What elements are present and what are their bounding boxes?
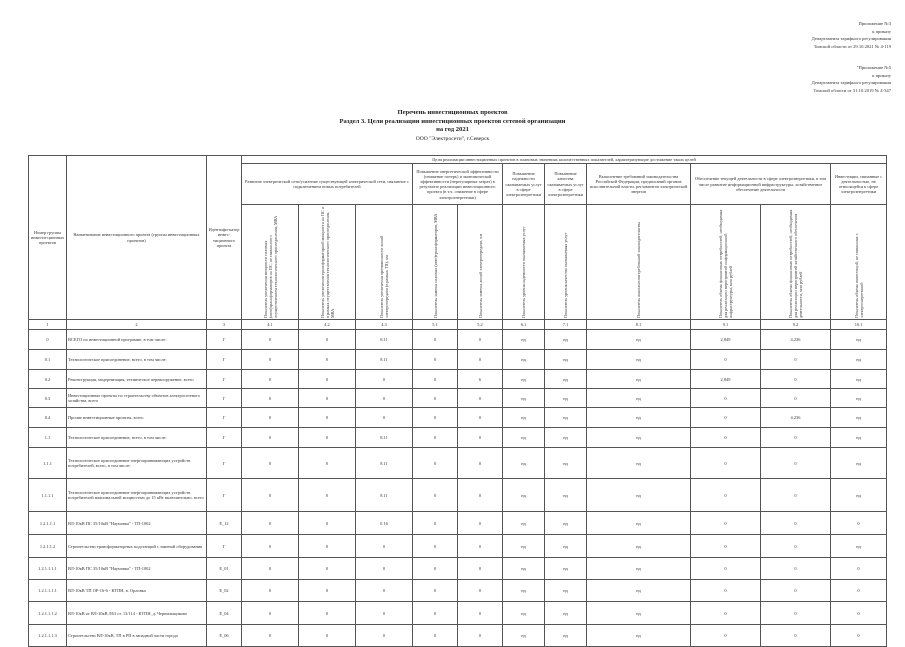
table-cell: нд xyxy=(587,330,691,350)
investment-table xyxy=(28,155,887,647)
table-cell: 0 xyxy=(458,512,503,535)
table-cell: 0 xyxy=(691,408,761,428)
table-cell: 4,236 xyxy=(761,330,831,350)
table-cell: 0 xyxy=(413,512,458,535)
table-cell: 0 xyxy=(356,389,413,408)
header-vertical: Показатель уровня надежности оказываемых услуг xyxy=(503,205,545,320)
table-cell: нд xyxy=(503,479,545,512)
table-cell: Г xyxy=(207,428,242,448)
table-cell: E_04 xyxy=(207,602,242,625)
table-cell: 0 xyxy=(242,389,299,408)
table-cell: Реконструкция, модернизация, техническое перевооружение, всего xyxy=(67,370,207,389)
table-cell: E_02 xyxy=(207,580,242,602)
column-number: 8.1 xyxy=(587,320,691,330)
table-cell: 0 xyxy=(413,330,458,350)
table-cell: нд xyxy=(587,558,691,580)
column-number: 3 xyxy=(207,320,242,330)
table-row xyxy=(29,350,887,370)
table-cell: нд xyxy=(503,370,545,389)
column-number: 6.1 xyxy=(503,320,545,330)
table-cell: 0 xyxy=(458,408,503,428)
table-cell: 2,849 xyxy=(691,330,761,350)
appendix-block-1 xyxy=(812,20,891,50)
table-cell: 0 xyxy=(458,330,503,350)
table-cell: 8.11 xyxy=(356,479,413,512)
table-cell: 0 xyxy=(299,448,356,479)
table-cell: нд xyxy=(545,580,587,602)
table-cell: 0 xyxy=(458,479,503,512)
table-cell: 0 xyxy=(242,370,299,389)
header-id: Идентифи-катор инвес-тиционного проекта xyxy=(207,156,242,320)
table-cell: Строительство ВЛ-10кВ, ТП в РП в западной части города xyxy=(67,625,207,647)
table-cell: нд xyxy=(831,428,887,448)
table-cell: 1.2.1.1.1.1 xyxy=(29,558,67,580)
table-cell: 1.1 xyxy=(29,428,67,448)
table-cell: 0 xyxy=(691,625,761,647)
table-cell: нд xyxy=(545,428,587,448)
table-cell: нд xyxy=(503,428,545,448)
table-row xyxy=(29,535,887,558)
table-cell: нд xyxy=(545,350,587,370)
appendix-line: Департамента тарифного регулирования xyxy=(811,80,891,86)
table-cell: 0 xyxy=(299,350,356,370)
table-cell: 0 xyxy=(691,602,761,625)
table-cell: нд xyxy=(503,625,545,647)
table-cell: 0 xyxy=(458,389,503,408)
table-cell: нд xyxy=(587,535,691,558)
table-cell: нд xyxy=(587,580,691,602)
table-cell: 0 xyxy=(299,535,356,558)
table-cell: 0.4 xyxy=(29,408,67,428)
header-group-top: Цели реализации инвестиционных проектов в плановых значениях количественных показателей, характеризующие достижение таких целей xyxy=(242,156,887,164)
table-cell: 0 xyxy=(299,602,356,625)
table-row xyxy=(29,625,887,647)
table-cell: 0.1 xyxy=(29,350,67,370)
appendix-block-2 xyxy=(812,64,891,94)
table-cell: нд xyxy=(831,448,887,479)
table-cell: нд xyxy=(503,512,545,535)
table-cell: 0 xyxy=(761,428,831,448)
table-row xyxy=(29,428,887,448)
table-cell: нд xyxy=(545,558,587,580)
table-cell: 0 xyxy=(691,558,761,580)
table-cell: Строительство трансформаторных подстанций с заменой оборудования xyxy=(67,535,207,558)
table-cell: нд xyxy=(503,602,545,625)
table-cell: 1.2.1.1.2 xyxy=(29,535,67,558)
table-cell: Г xyxy=(207,330,242,350)
table-cell: 0 xyxy=(458,535,503,558)
table-cell: нд xyxy=(545,479,587,512)
table-cell: 0 xyxy=(761,448,831,479)
table-cell: 0 xyxy=(831,625,887,647)
table-body xyxy=(29,330,887,647)
column-number: 7.1 xyxy=(545,320,587,330)
table-cell: 0 xyxy=(299,558,356,580)
table-cell: 0 xyxy=(831,512,887,535)
table-cell: 0.3 xyxy=(29,389,67,408)
column-number: 4.1 xyxy=(242,320,299,330)
table-cell: 1.1.1.1 xyxy=(29,479,67,512)
table-row xyxy=(29,408,887,428)
table-cell: Технологическое присоединение энергопринимающих устройств потребителей, всего, в том числе: xyxy=(67,448,207,479)
table-cell: 0 xyxy=(242,350,299,370)
table-cell: Г xyxy=(207,350,242,370)
table-cell: 0 xyxy=(413,535,458,558)
table-cell: Инвестиционные проекты по строительству объектов электросетевого хозяйства, всего xyxy=(67,389,207,408)
table-cell: 0 xyxy=(242,602,299,625)
header-vertical: Показатель увеличения мощности силовых (авто)трансформаторов на ПС, не связанного с осуществлением технологического присоединения, МВА xyxy=(242,205,299,320)
table-cell: Технологическое присоединение, всего, в том числе: xyxy=(67,428,207,448)
table-cell: нд xyxy=(587,512,691,535)
table-cell: 0 xyxy=(299,512,356,535)
column-number: 10.1 xyxy=(831,320,887,330)
table-cell: 8.11 xyxy=(356,448,413,479)
table-cell: 4,236 xyxy=(761,408,831,428)
appendix-line: Томской области от 31.10.2019 № 4-347 xyxy=(813,87,891,93)
table-cell: 0 xyxy=(299,408,356,428)
column-number: 1 xyxy=(29,320,67,330)
table-row xyxy=(29,330,887,350)
header-vertical: Показатель выполнения требований законодательства xyxy=(587,205,691,320)
table-cell: нд xyxy=(587,408,691,428)
header-subgroup: Развитие электрической сети/усиление существующей электрической сети, связанное с подключением новых потребителей xyxy=(242,164,413,205)
table-cell: Г xyxy=(207,479,242,512)
table-cell: нд xyxy=(587,602,691,625)
table-cell: 0 xyxy=(691,580,761,602)
table-cell: 1.2.1.1.1 xyxy=(29,512,67,535)
table-cell: Прочие инвестиционные проекты, всего xyxy=(67,408,207,428)
table-cell: 0 xyxy=(761,625,831,647)
table-cell: 0 xyxy=(458,350,503,370)
table-cell: 8.11 xyxy=(356,330,413,350)
header-subgroup: Инвестиции, связанные с деятельностью, не относящейся к сфере электроэнергетики xyxy=(831,164,887,205)
table-cell: 0 xyxy=(413,428,458,448)
table-cell: нд xyxy=(831,370,887,389)
table-cell: 0 xyxy=(356,602,413,625)
title-line-2: Раздел 3. Цели реализации инвестиционных проектов сетевой организации xyxy=(339,117,566,125)
table-cell: нд xyxy=(831,535,887,558)
table-cell: 0 xyxy=(242,428,299,448)
table-row xyxy=(29,370,887,389)
header-subgroup: Повышение надежности оказываемых услуг в сфере электроэнергетики xyxy=(503,164,545,205)
column-number: 9.2 xyxy=(761,320,831,330)
table-cell: 0 xyxy=(761,558,831,580)
table-cell: 6 xyxy=(458,370,503,389)
table-cell: нд xyxy=(503,350,545,370)
document-title xyxy=(0,109,905,143)
table-cell: 0 xyxy=(299,370,356,389)
title-line-1: Перечень инвестиционных проектов xyxy=(397,109,508,116)
table-cell: 0 xyxy=(691,389,761,408)
table-cell: 0 xyxy=(242,558,299,580)
table-cell: 0 xyxy=(413,389,458,408)
table-cell: 0 xyxy=(413,448,458,479)
table-cell: нд xyxy=(545,330,587,350)
table-row xyxy=(29,558,887,580)
table-row xyxy=(29,512,887,535)
appendix-line: Приложение №3 xyxy=(858,21,891,26)
table-cell: нд xyxy=(545,535,587,558)
table-cell: нд xyxy=(503,389,545,408)
table-cell: 0 xyxy=(761,350,831,370)
table-cell: 0 xyxy=(691,535,761,558)
table-cell: 0 xyxy=(761,370,831,389)
header-vertical: Показатель замены силовых (авто)трансформаторов, МВА xyxy=(413,205,458,320)
table-cell: 0 xyxy=(458,428,503,448)
header-vertical: Показатель объема инвестиций, не связанных с электроэнергетикой xyxy=(831,205,887,320)
table-cell: ВЛ-10кВ ПС 35/10кВ "Наумовка" - ТП-1002 xyxy=(67,512,207,535)
table-cell: 1.2.1.1.1.1 xyxy=(29,580,67,602)
header-number: Номер группы инвести-ционных проектов xyxy=(29,156,67,320)
table-row xyxy=(29,479,887,512)
table-cell: Г xyxy=(207,370,242,389)
table-cell: 0 xyxy=(831,558,887,580)
table-cell: нд xyxy=(503,558,545,580)
table-cell: нд xyxy=(503,580,545,602)
table-cell: 0 xyxy=(242,448,299,479)
table-cell: 8.11 xyxy=(356,350,413,370)
header-vertical: Показатель уровня качества оказываемых услуг xyxy=(545,205,587,320)
table-cell: 0 xyxy=(413,479,458,512)
table-cell: ВСЕГО по инвестиционной программе, в том числе: xyxy=(67,330,207,350)
table-cell: 1.2.1.1.1.2 xyxy=(29,602,67,625)
header-vertical: Показатель увеличения протяженности линий электропередачи (в рамках ТП), км xyxy=(356,205,413,320)
table-cell: 0 xyxy=(413,408,458,428)
table-cell: E_01 xyxy=(207,558,242,580)
table-cell: 0 xyxy=(458,448,503,479)
column-number: 4.2 xyxy=(299,320,356,330)
table-cell: 0 xyxy=(691,350,761,370)
table-cell: 0 xyxy=(242,625,299,647)
table-cell: 2,849 xyxy=(691,370,761,389)
table-cell: 0 xyxy=(761,512,831,535)
column-number: 9.1 xyxy=(691,320,761,330)
appendix-line: к приказу xyxy=(872,28,891,34)
table-cell: 0 xyxy=(761,389,831,408)
header-vertical: Показатель увеличения трансформаторной мощности на ПС и в рамках осуществления технологического присоединения, МВА xyxy=(299,205,356,320)
table-cell: 8.11 xyxy=(356,428,413,448)
table-cell: 0 xyxy=(242,535,299,558)
column-number: 2 xyxy=(67,320,207,330)
table-cell: 1.1.1 xyxy=(29,448,67,479)
table-cell: 0 xyxy=(356,580,413,602)
table-cell: нд xyxy=(831,350,887,370)
header-subgroup: Повышение энергетической эффективности (снижение потерь) и экономической эффективности (нерегулярных затрат) в результате реализации инвестиционного проекта (в т.ч. снижение в сфере электроэнергетики) xyxy=(413,164,503,205)
table-cell: нд xyxy=(545,389,587,408)
table-cell: нд xyxy=(587,448,691,479)
header-subgroup: Повышение качества оказываемых услуг в сфере электроэнергетики xyxy=(545,164,587,205)
table-cell: 0 xyxy=(458,625,503,647)
column-number-row xyxy=(29,320,887,330)
table-cell: 0 xyxy=(413,370,458,389)
table-cell: нд xyxy=(503,330,545,350)
table-cell: 0 xyxy=(29,330,67,350)
table-cell: 0.2 xyxy=(29,370,67,389)
table-cell: нд xyxy=(503,408,545,428)
table-cell: 0 xyxy=(242,330,299,350)
header-subgroup: Обеспечение текущей деятельности в сфере электроэнергетики, в том числе развитие информационной инфраструктуры, хозяйственное обеспечение деятельности xyxy=(691,164,831,205)
table-cell: 0 xyxy=(356,370,413,389)
header-vertical: Показатель замены линий электропередачи, км xyxy=(458,205,503,320)
table-row xyxy=(29,389,887,408)
table-cell: 0 xyxy=(242,479,299,512)
table-cell: нд xyxy=(545,602,587,625)
table-cell: 0 xyxy=(691,479,761,512)
header-vertical: Показатель объема финансовых потребностей, необходимых для реализации мероприятий хозяйственного обеспечения деятельности, млн рублей xyxy=(761,205,831,320)
appendix-line: Томской области от 29.10.2021 № 4-119 xyxy=(813,43,891,49)
table-cell: нд xyxy=(503,448,545,479)
table-cell: 1.2.1.1.1.3 xyxy=(29,625,67,647)
table-cell: Г xyxy=(207,408,242,428)
column-number: 5.1 xyxy=(413,320,458,330)
table-cell: ВЛ-10кВ ПС 35/10кВ "Наумовка" - ТП-1002 xyxy=(67,558,207,580)
appendix-line: к приказу xyxy=(872,72,891,78)
header-subgroup: Выполнение требований законодательства Российской Федерации, предписаний органов исполнительной власти, регламентов электрической энергии xyxy=(587,164,691,205)
header-name: Наименование инвестиционного проекта (группы инвестиционных проектов) xyxy=(67,156,207,320)
table-cell: 0 xyxy=(242,408,299,428)
table-cell: 0 xyxy=(242,512,299,535)
table-cell: 0 xyxy=(458,580,503,602)
table-cell: 0 xyxy=(458,558,503,580)
table-cell: ВЛ-10кВ ТП ОР-16-6 - КТПН, в. Орловка xyxy=(67,580,207,602)
table-row xyxy=(29,602,887,625)
table-cell: 0 xyxy=(356,535,413,558)
table-cell: 0 xyxy=(761,602,831,625)
table-cell: 0 xyxy=(691,448,761,479)
table-cell: 0 xyxy=(761,479,831,512)
table-cell: нд xyxy=(587,428,691,448)
table-cell: нд xyxy=(587,389,691,408)
table-row xyxy=(29,448,887,479)
appendix-line: "Приложение №5 xyxy=(856,65,891,70)
table-cell: Г xyxy=(207,448,242,479)
table-cell: 0 xyxy=(458,602,503,625)
table-cell: Технологическое присоединение энергопринимающих устройств потребителей максимальной мощностью до 15 кВт включительно, всего xyxy=(67,479,207,512)
table-cell: Г xyxy=(207,389,242,408)
table-cell: 0.16 xyxy=(356,512,413,535)
table-cell: нд xyxy=(545,370,587,389)
table-cell: нд xyxy=(831,330,887,350)
table-row xyxy=(29,580,887,602)
table-cell: 0 xyxy=(413,625,458,647)
table-cell: 0 xyxy=(691,512,761,535)
table-cell: нд xyxy=(831,479,887,512)
table-cell: 0 xyxy=(299,625,356,647)
title-line-4: ООО "Электросети", г.Северск xyxy=(415,135,490,142)
table-cell: нд xyxy=(831,389,887,408)
table-cell: 0 xyxy=(242,580,299,602)
header-vertical: Показатель объема финансовых потребностей, необходимых для реализации мероприятий информационной инфраструктуры, млн рублей xyxy=(691,205,761,320)
table-cell: нд xyxy=(587,350,691,370)
table-cell: 0 xyxy=(299,580,356,602)
table-cell: 0 xyxy=(691,428,761,448)
title-line-3: на год 2021 xyxy=(436,126,469,134)
appendix-line: Департамента тарифного регулирования xyxy=(811,36,891,42)
table-cell: нд xyxy=(545,448,587,479)
table-cell: 0 xyxy=(413,580,458,602)
column-number: 4.3 xyxy=(356,320,413,330)
table-cell: ВЛ-10кВ от ВЛ-10кВ Л63 ст. 13/114 - КТПН, д. Чернильщиково xyxy=(67,602,207,625)
table-cell: нд xyxy=(831,408,887,428)
table-cell: 0 xyxy=(831,602,887,625)
table-cell: Технологическое присоединение, всего, в том числе: xyxy=(67,350,207,370)
table-cell: 0 xyxy=(356,408,413,428)
table-cell: 0 xyxy=(413,602,458,625)
table-cell: нд xyxy=(587,370,691,389)
table-cell: нд xyxy=(587,479,691,512)
table-cell: E_12 xyxy=(207,512,242,535)
table-cell: нд xyxy=(503,535,545,558)
table-cell: 0 xyxy=(299,479,356,512)
table-cell: 0 xyxy=(761,535,831,558)
table-cell: 0 xyxy=(299,330,356,350)
table-cell: 0 xyxy=(413,350,458,370)
table-cell: Г xyxy=(207,535,242,558)
table-cell: 0 xyxy=(831,580,887,602)
table-cell: нд xyxy=(545,512,587,535)
table-cell: 0 xyxy=(356,558,413,580)
table-cell: 0 xyxy=(356,625,413,647)
table-cell: нд xyxy=(545,625,587,647)
table-cell: 0 xyxy=(761,580,831,602)
table-cell: нд xyxy=(587,625,691,647)
table-cell: 0 xyxy=(299,428,356,448)
table-cell: 0 xyxy=(413,558,458,580)
table-cell: E_06 xyxy=(207,625,242,647)
table-cell: нд xyxy=(545,408,587,428)
table-cell: 0 xyxy=(299,389,356,408)
column-number: 5.2 xyxy=(458,320,503,330)
